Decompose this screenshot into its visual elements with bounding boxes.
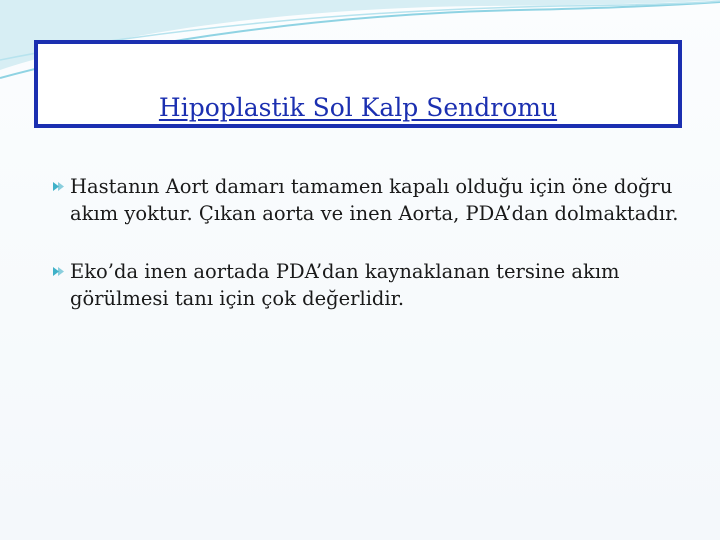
- chevron-bullet-icon: [52, 181, 65, 192]
- bullet-item: [50, 173, 690, 227]
- title-box: [34, 40, 682, 128]
- chevron-bullet-icon: [52, 266, 65, 277]
- bullet-list: [50, 173, 690, 312]
- bullet-item: [50, 258, 690, 312]
- slide-title: Hipoplastik Sol Kalp Sendromu: [158, 93, 558, 122]
- bullet-text: Eko’da inen aortada PDA’dan kaynaklanan tersine akım görülmesi tanı için çok değerlidir.: [70, 260, 620, 310]
- bullet-text: Hastanın Aort damarı tamamen kapalı olduğu için öne doğru akım yoktur. Çıkan aorta ve inen Aorta, PDA’dan dolmaktadır.: [70, 175, 679, 225]
